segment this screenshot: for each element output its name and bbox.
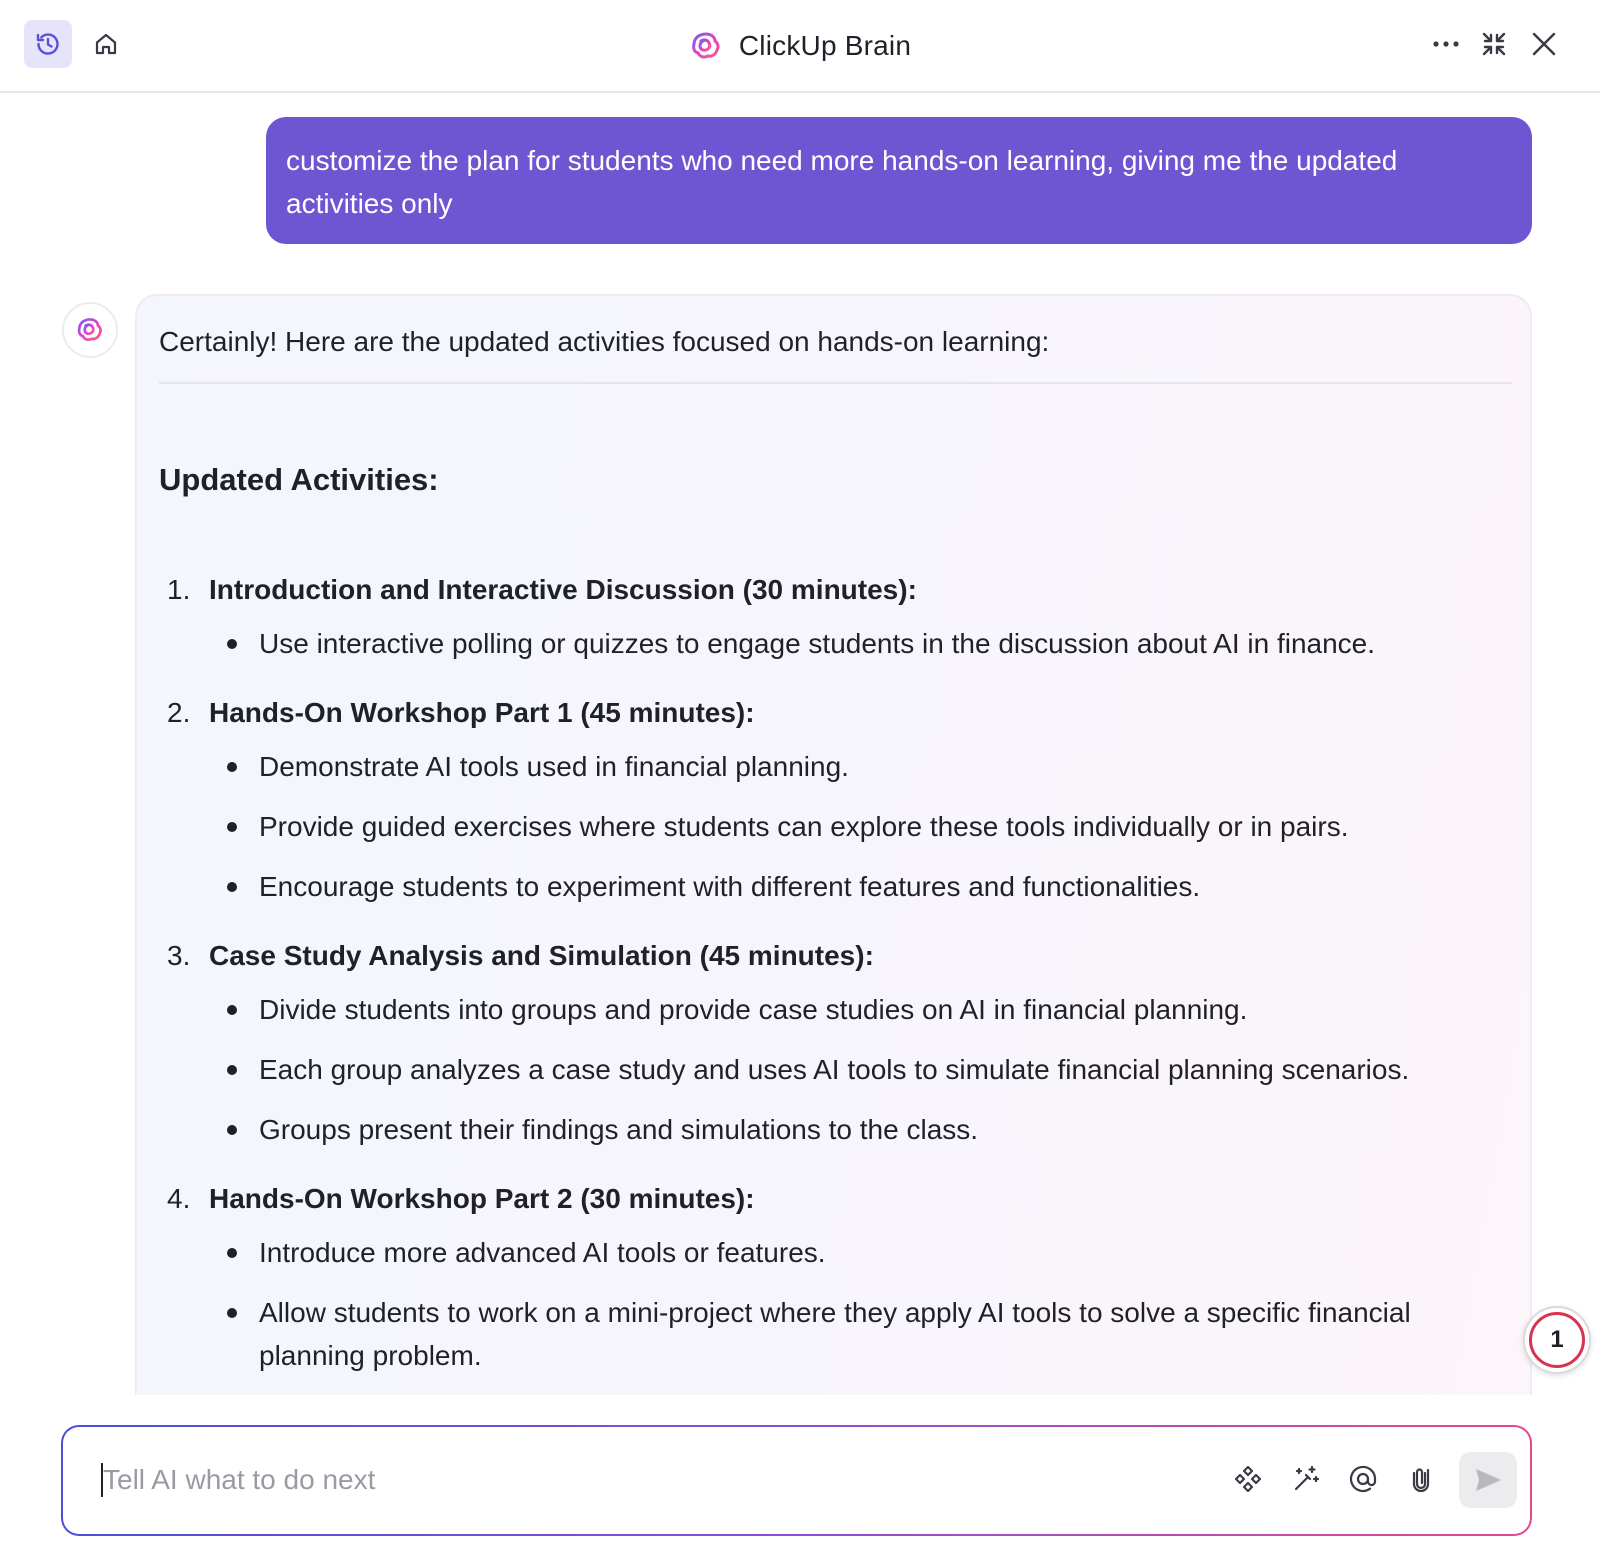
activity-item [159,1179,1508,1377]
attachment-icon [1406,1464,1436,1494]
bullet-text: Introduce more advanced AI tools or features. [259,1237,826,1268]
window-title-text: ClickUp Brain [738,30,912,61]
activity-item [159,936,1508,1151]
activity-item [159,570,1508,665]
chat-thread[interactable] [0,95,1600,1395]
bullet-item [159,805,1508,848]
mention-icon [1348,1464,1378,1494]
bullet-marker [159,1291,259,1377]
bullet-marker [159,805,259,848]
bullet-marker [159,865,259,908]
brain-logo-icon [75,315,105,345]
bullet-item [159,1291,1508,1377]
activity-number: 2. [167,697,191,728]
bullet-list [159,745,1508,908]
bullet-marker [159,745,259,788]
bullet-marker [159,988,259,1031]
more-options-button[interactable] [1420,20,1472,68]
bullet-item [159,865,1508,908]
ai-response-intro: Certainly! Here are the updated activities focused on hands-on learning: [159,326,1050,357]
bullet-item [159,745,1508,788]
composer-inner [63,1427,1530,1534]
bullet-marker [159,1108,259,1151]
activity-title: Hands-On Workshop Part 1 (45 minutes): [209,697,755,728]
bullet-item [159,1108,1508,1151]
header-bar [0,0,1600,93]
activity-number: 1. [167,574,191,605]
bullet-list [159,1231,1508,1377]
bullet-text: Provide guided exercises where students can explore these tools individually or in pairs. [259,811,1349,842]
activity-number: 3. [167,940,191,971]
divider [159,382,1512,384]
activity-list [159,570,1508,1377]
close-button[interactable] [1520,20,1568,68]
bullet-item [159,1048,1508,1091]
composer [61,1425,1532,1536]
close-icon [1531,31,1557,57]
prompt-input[interactable] [103,1453,1153,1507]
activity-number: 4. [167,1183,191,1214]
activity-item [159,693,1508,908]
integrations-button[interactable] [1226,1457,1270,1501]
activity-title: Case Study Analysis and Simulation (45 minutes): [209,940,874,971]
bullet-text: Divide students into groups and provide case studies on AI in financial planning. [259,994,1248,1025]
magic-wand-icon [1290,1463,1322,1495]
user-message-text: customize the plan for students who need more hands-on learning, giving me the updated activities only [286,145,1398,219]
ai-response-card [135,294,1532,1395]
notification-count: 1 [1529,1312,1585,1368]
attach-button[interactable] [1399,1457,1443,1501]
bullet-item [159,622,1508,665]
user-message-bubble [266,117,1532,244]
bullet-marker [159,1231,259,1274]
more-options-icon [1432,40,1460,48]
bullet-marker [159,622,259,665]
bullet-list [159,622,1508,665]
bullet-marker [159,1048,259,1091]
ai-avatar [62,302,118,358]
bullet-item [159,988,1508,1031]
bullet-text: Encourage students to experiment with different features and functionalities. [259,871,1201,902]
mention-button[interactable] [1341,1457,1385,1501]
send-button[interactable] [1459,1452,1517,1508]
send-icon [1473,1465,1503,1495]
notification-badge[interactable] [1523,1306,1591,1374]
integrations-icon [1233,1464,1263,1494]
bullet-text: Use interactive polling or quizzes to engage students in the discussion about AI in finance. [259,628,1376,659]
bullet-text: Demonstrate AI tools used in financial planning. [259,751,849,782]
bullet-text: Each group analyzes a case study and uses AI tools to simulate financial planning scenarios. [259,1054,1410,1085]
bullet-item [159,1231,1508,1274]
bullet-list [159,988,1508,1151]
bullet-text: Groups present their findings and simulations to the class. [259,1114,979,1145]
window-title [0,24,1600,68]
activity-title: Hands-On Workshop Part 2 (30 minutes): [209,1183,755,1214]
section-title: Updated Activities: [159,462,439,497]
bullet-text: Allow students to work on a mini-project where they apply AI tools to solve a specific financial planning problem. [259,1297,1411,1371]
activity-title: Introduction and Interactive Discussion (30 minutes): [209,574,917,605]
collapse-button[interactable] [1470,20,1518,68]
ai-magic-button[interactable] [1284,1457,1328,1501]
brain-logo-icon [689,29,723,63]
collapse-icon [1481,31,1507,57]
